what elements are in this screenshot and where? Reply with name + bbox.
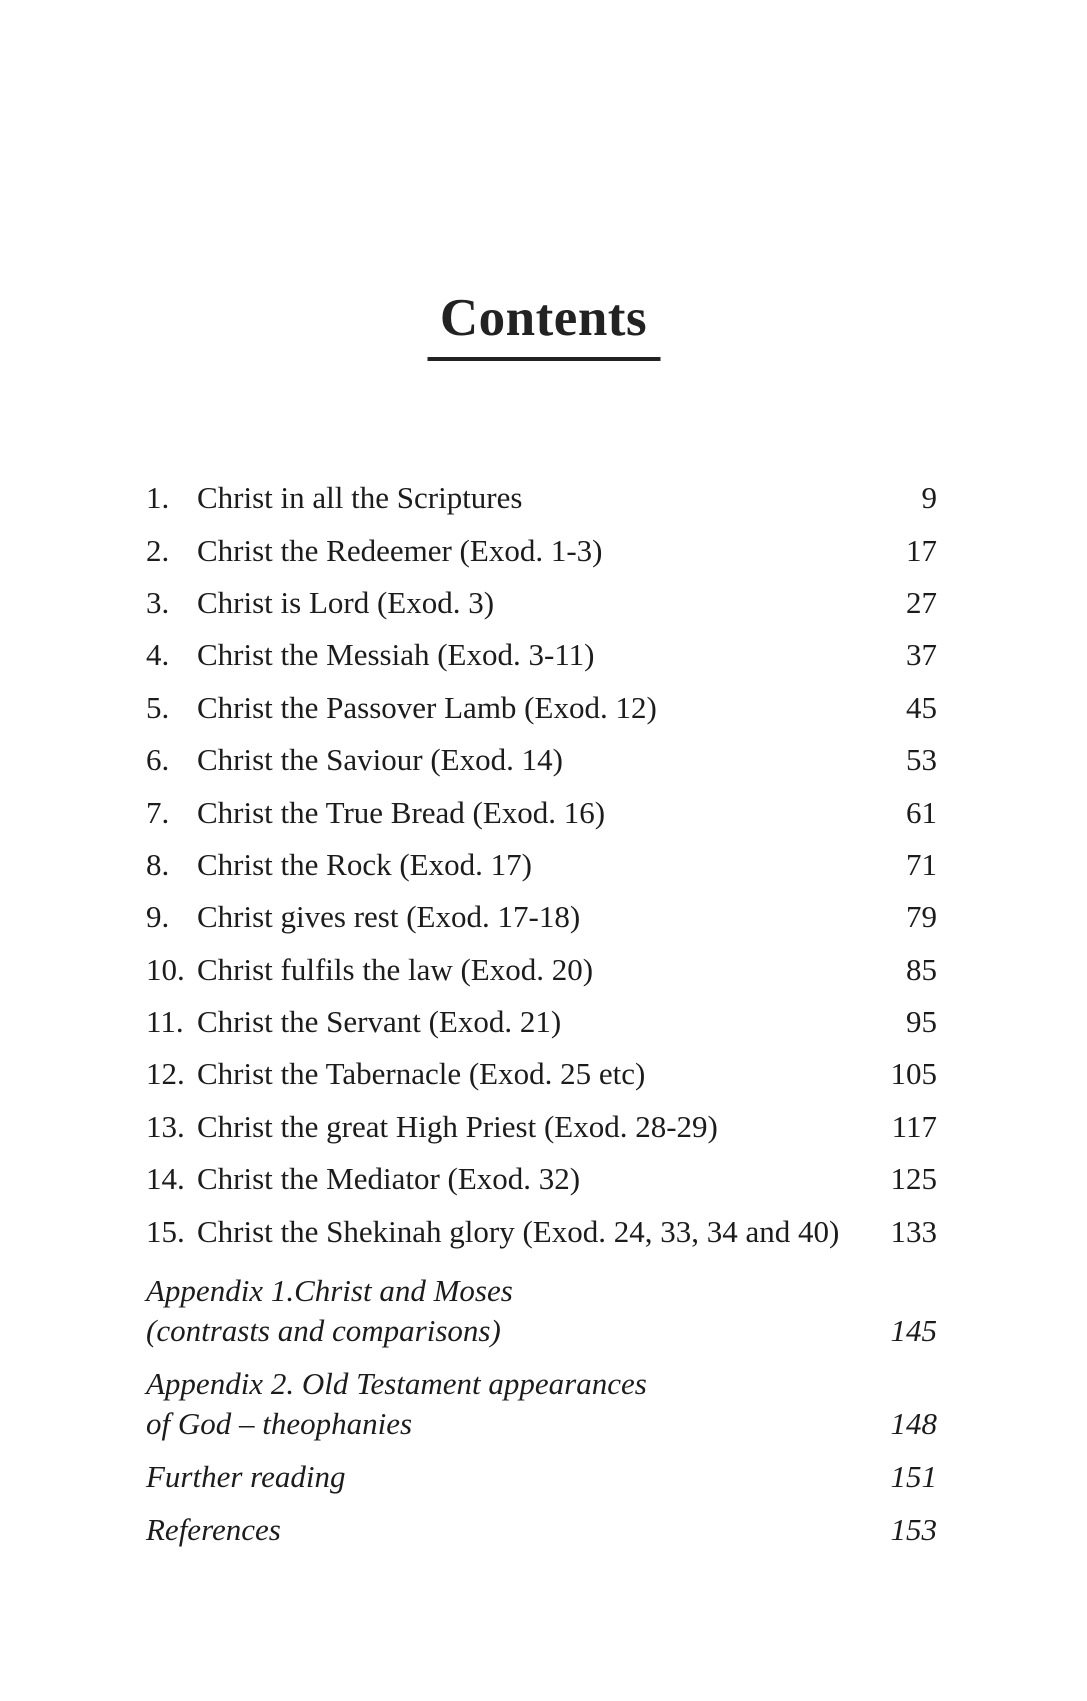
toc-entry-title: Christ the Servant (Exod. 21) (197, 1004, 562, 1040)
title-underline-rule (427, 357, 660, 361)
appendix-entry (146, 1457, 937, 1497)
toc-entry-title: Christ gives rest (Exod. 17-18) (197, 899, 581, 935)
toc-entry-page-number: 27 (906, 584, 937, 620)
toc-entry-number: 7. (146, 794, 170, 830)
toc-entry-page-number: 125 (890, 1161, 937, 1197)
toc-entry-title: Christ fulfils the law (Exod. 20) (197, 951, 594, 987)
toc-entry-page-number: 79 (906, 899, 937, 935)
toc-entry (146, 891, 937, 943)
toc-entry-number: 10. (146, 951, 185, 987)
toc-entry (146, 1101, 937, 1153)
appendix-entry (146, 1510, 937, 1550)
toc-entry (146, 682, 937, 734)
toc-entry (146, 1048, 937, 1100)
toc-entry-page-number: 53 (906, 742, 937, 778)
toc-entry (146, 629, 937, 681)
toc-entry-title: Christ is Lord (Exod. 3) (197, 584, 495, 620)
appendix-entry (146, 1271, 937, 1351)
appendix-entry-line: Appendix 2. Old Testament appearances (146, 1365, 647, 1401)
toc-entry-title: Christ the Redeemer (Exod. 1-3) (197, 532, 603, 568)
appendix-entry-line: Appendix 1.Christ and Moses (146, 1272, 513, 1308)
toc-entry-title: Christ the Messiah (Exod. 3-11) (197, 637, 595, 673)
toc-entry-title: Christ the Rock (Exod. 17) (197, 846, 532, 882)
appendix-entry-page-number: 153 (890, 1511, 937, 1547)
toc-entry (146, 786, 937, 838)
toc-entry (146, 472, 937, 524)
toc-entry-title: Christ the Saviour (Exod. 14) (197, 742, 563, 778)
toc-entry-title: Christ the Passover Lamb (Exod. 12) (197, 689, 657, 725)
toc-entry (146, 1205, 937, 1257)
page-title: Contents (439, 289, 648, 347)
appendix-entry (146, 1364, 937, 1444)
appendix-entry-line: References (146, 1511, 281, 1547)
toc-entry-title: Christ the Tabernacle (Exod. 25 etc) (197, 1056, 646, 1092)
toc-entry-title: Christ the True Bread (Exod. 16) (197, 794, 606, 830)
toc-entry-number: 13. (146, 1108, 185, 1144)
toc-entry-title: Christ the Shekinah glory (Exod. 24, 33, 34 and 40) (197, 1213, 840, 1249)
appendix-entry-page-number: 145 (890, 1312, 937, 1348)
toc-entry-number: 2. (146, 532, 170, 568)
toc-entry (146, 734, 937, 786)
appendix-entry-page-number: 148 (890, 1405, 937, 1441)
appendix-entry-title (146, 1364, 879, 1444)
toc-entry-number: 12. (146, 1056, 185, 1092)
toc-entry-page-number: 85 (906, 951, 937, 987)
toc-entry-page-number: 61 (906, 794, 937, 830)
toc-entry-page-number: 37 (906, 637, 937, 673)
toc-entry-title: Christ in all the Scriptures (197, 480, 523, 516)
toc-entry-number: 1. (146, 480, 170, 516)
toc-entry-page-number: 133 (890, 1213, 937, 1249)
toc-entry-page-number: 71 (906, 846, 937, 882)
toc-entry (146, 577, 937, 629)
toc-entry-number: 6. (146, 742, 170, 778)
toc-entry-number: 15. (146, 1213, 185, 1249)
toc-entry-number: 4. (146, 637, 170, 673)
appendix-entry-line: of God – theophanies (146, 1405, 413, 1441)
appendix-entry-line: (contrasts and comparisons) (146, 1312, 501, 1348)
appendix-entry-line: Further reading (146, 1458, 346, 1494)
toc-entry-title: Christ the great High Priest (Exod. 28-29) (197, 1108, 718, 1144)
toc-entry-page-number: 9 (921, 480, 937, 516)
toc-entry (146, 996, 937, 1048)
appendix-entry-page-number: 151 (890, 1458, 937, 1494)
toc-entry (146, 524, 937, 576)
toc-entry-number: 11. (146, 1004, 184, 1040)
toc-entry-page-number: 117 (891, 1108, 937, 1144)
appendix-list (146, 1271, 937, 1550)
toc-entry-page-number: 105 (890, 1056, 937, 1092)
toc-entry-page-number: 17 (906, 532, 937, 568)
toc-entry (146, 839, 937, 891)
toc-entry-number: 8. (146, 846, 170, 882)
toc-entry-number: 3. (146, 584, 170, 620)
appendix-entry-title (146, 1271, 879, 1351)
appendix-entry-title (146, 1510, 879, 1550)
toc-entry-number: 9. (146, 899, 170, 935)
toc-entry-page-number: 45 (906, 689, 937, 725)
chapter-list (146, 472, 937, 1258)
toc-entry-number: 14. (146, 1161, 185, 1197)
toc-entry-title: Christ the Mediator (Exod. 32) (197, 1161, 581, 1197)
appendix-entry-title (146, 1457, 879, 1497)
toc-entry (146, 1153, 937, 1205)
table-of-contents (146, 472, 937, 1550)
toc-entry-number: 5. (146, 689, 170, 725)
toc-entry (146, 944, 937, 996)
toc-entry-page-number: 95 (906, 1004, 937, 1040)
